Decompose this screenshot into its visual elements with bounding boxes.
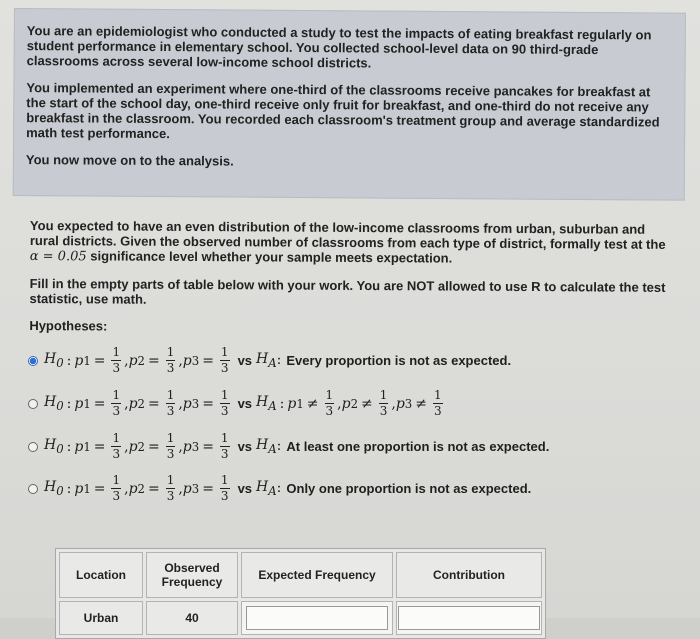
fraction-one-third: $\frac{1}{3}$ [220, 345, 229, 375]
alpha-value: α = 0.05 [29, 248, 87, 265]
alt-hypothesis-symbol: $H_A$ : [256, 437, 282, 456]
hypotheses-label: Hypotheses: [29, 317, 108, 334]
alt-hypothesis-text: At least one proportion is not as expected. [286, 439, 550, 454]
header-observed: Observed Frequency [146, 552, 238, 598]
cell-contribution [396, 601, 542, 635]
h0-symbol: $H_0$ [44, 351, 64, 370]
intro-paragraph-3: You now move on to the analysis. [25, 152, 234, 169]
null-hypothesis-expression: $H_0$ : p 1 = $\frac{1}{3}$ , p 2 = $\frac{1}{3}$ , p 3 = $\frac{1}{3}$ [44, 431, 229, 461]
question-text-part-1: You expected to have an even distribution of the low-income classrooms from urban, suburban and rural districts. Given the observed number of classrooms from each type of district, formally test at the [29, 218, 666, 252]
table-row [59, 601, 542, 635]
radio-button[interactable] [28, 442, 38, 452]
vs-label: vs [237, 396, 253, 411]
radio-button[interactable] [28, 484, 38, 494]
vs-label: vs [237, 439, 253, 454]
radio-button-selected[interactable] [28, 356, 38, 366]
instructions-text: Fill in the empty parts of table below with your work. You are NOT allowed to use R to calculate the test statistic, use math. [29, 275, 666, 307]
fraction-one-third: $\frac{1}{3}$ [166, 345, 175, 375]
contribution-input[interactable] [398, 606, 540, 630]
alt-hypothesis-expression: $H_A$ : p 1 ≠ $\frac{1}{3}$ , p 2 ≠ $\frac{1}{3}$ , p 3 ≠ $\frac{1}{3}$ [256, 388, 442, 418]
hypothesis-option-2[interactable] [28, 389, 446, 418]
header-expected: Expected Frequency [241, 552, 393, 598]
header-location: Location [59, 552, 143, 598]
table-header-row [59, 552, 542, 598]
radio-button[interactable] [28, 399, 38, 409]
alt-hypothesis-text: Only one proportion is not as expected. [286, 481, 532, 496]
expected-frequency-input[interactable] [246, 606, 388, 630]
null-hypothesis-expression: $H_0$ : p 1 = $\frac{1}{3}$ , p 2 = $\frac{1}{3}$ , p 3 = $\frac{1}{3}$ [44, 345, 229, 375]
intro-panel [13, 8, 686, 201]
question-text [30, 218, 675, 268]
frequency-table [55, 548, 546, 639]
alt-hypothesis-symbol: $H_A$ : [256, 351, 282, 370]
alt-hypothesis-text: Every proportion is not as expected. [286, 353, 512, 368]
hypothesis-option-1[interactable] [28, 346, 511, 375]
null-hypothesis-expression: $H_0$ : p 1 = $\frac{1}{3}$ , p 2 = $\frac{1}{3}$ , p 3 = $\frac{1}{3}$ [44, 473, 229, 503]
cell-observed: 40 [146, 601, 238, 635]
intro-paragraph-1: You are an epidemiologist who conducted a study to test the impacts of eating breakfast regularly on student performance in elementary school. You collected school-level data on 90 third-grade classrooms across several low-income school districts. [26, 23, 652, 71]
null-hypothesis-expression: $H_0$ : p 1 = $\frac{1}{3}$ , p 2 = $\frac{1}{3}$ , p 3 = $\frac{1}{3}$ [44, 388, 229, 418]
alt-hypothesis-symbol: $H_A$ : [256, 479, 282, 498]
vs-label: vs [237, 481, 253, 496]
vs-label: vs [237, 353, 253, 368]
header-contribution: Contribution [396, 552, 542, 598]
question-text-part-2: significance level whether your sample meets expectation. [90, 248, 453, 266]
hypothesis-option-4[interactable] [28, 474, 531, 503]
question-block [29, 218, 675, 343]
cell-location: Urban [59, 601, 143, 635]
hypothesis-option-3[interactable] [28, 432, 549, 461]
intro-paragraph-2: You implemented an experiment where one-third of the classrooms receive pancakes for breakfast at the start of the school day, one-third receive only fruit for breakfast, and one-third do not receive any breakfast in the classroom. You recorded each classroom's treatment group and average standardized math test performance. [26, 80, 660, 142]
fraction-one-third: $\frac{1}{3}$ [112, 345, 121, 375]
cell-expected [241, 601, 393, 635]
